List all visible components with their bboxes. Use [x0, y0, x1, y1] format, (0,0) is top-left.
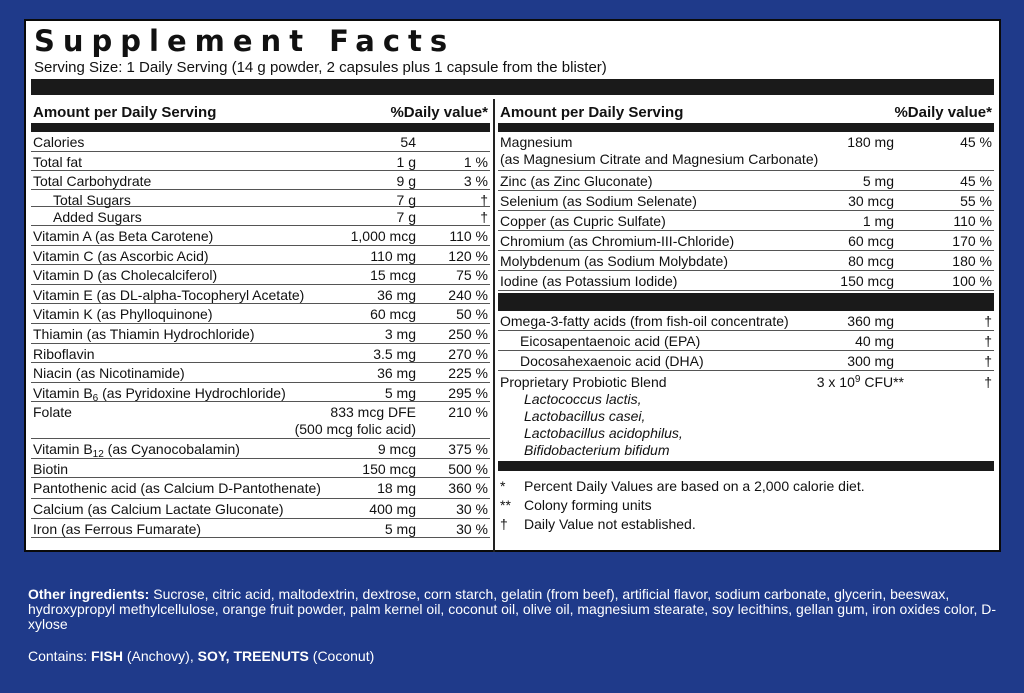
nutrient-amount: 18 mg [377, 480, 416, 496]
nutrient-amount: 150 mcg [362, 461, 416, 477]
nutrient-amount: 36 mg [377, 365, 416, 381]
nutrient-name: Calcium (as Calcium Lactate Gluconate) [33, 501, 284, 517]
nutrient-dv: 45 % [960, 173, 992, 189]
epa-amount: 40 mg [855, 333, 894, 349]
right-section-bar [498, 293, 994, 311]
nutrient-dv: 180 % [952, 253, 992, 269]
nutrient-row [31, 499, 490, 519]
allergen: TREENUTS [233, 648, 309, 664]
footnote-mark: * [500, 478, 506, 494]
probiotic-strain: Lactococcus lactis, [524, 391, 642, 407]
contains-label: Contains: [28, 648, 92, 664]
panel-title: Supplement Facts [34, 24, 456, 58]
dha-dv: † [984, 353, 992, 369]
nutrient-dv: 210 % [448, 404, 488, 420]
mineral-row [498, 191, 994, 211]
nutrient-amount: 3.5 mg [373, 346, 416, 362]
epa-dv: † [984, 333, 992, 349]
nutrient-dv: 500 % [448, 461, 488, 477]
nutrient-amount-detail: (500 mcg folic acid) [294, 421, 416, 437]
nutrient-dv: 250 % [448, 326, 488, 342]
nutrient-name: Vitamin E (as DL-alpha-Tocopheryl Acetate) [33, 287, 305, 303]
nutrient-row [31, 344, 490, 363]
nutrient-amount: 9 mcg [377, 441, 416, 457]
left-column [31, 99, 490, 538]
nutrient-name: Chromium (as Chromium-III-Chloride) [500, 233, 735, 249]
omega-name: Omega-3-fatty acids (from fish-oil concentrate) [500, 313, 789, 329]
nutrient-row [31, 265, 490, 285]
nutrient-dv: † [480, 209, 488, 225]
right-amount-header: Amount per Daily Serving [500, 104, 684, 121]
epa-row [498, 331, 994, 351]
footnote-text: Percent Daily Values are based on a 2,000 calorie diet. [524, 478, 865, 494]
dha-amount: 300 mg [847, 353, 894, 369]
nutrient-row [31, 152, 490, 171]
nutrient-dv: 1 % [463, 154, 488, 170]
supplement-facts-panel [24, 19, 1001, 552]
nutrient-amount: 9 g [396, 173, 416, 189]
allergen: SOY, [197, 648, 234, 664]
nutrient-row [31, 285, 490, 304]
allergen-detail: (Anchovy), [122, 648, 198, 664]
nutrient-name: Vitamin A (as Beta Carotene) [33, 228, 214, 244]
right-rows [498, 171, 994, 291]
nutrient-row [31, 304, 490, 324]
left-dv-header: %Daily value* [390, 104, 488, 121]
nutrient-amount: 110 mg [370, 248, 416, 264]
footnote-mark: ** [500, 497, 511, 513]
nutrient-name: Folate [33, 404, 72, 420]
nutrient-dv: 360 % [448, 480, 488, 496]
nutrient-name: Vitamin C (as Ascorbic Acid) [33, 248, 209, 264]
right-thick-bar [498, 123, 994, 132]
nutrient-dv: 120 % [448, 248, 488, 264]
nutrient-amount: 5 mg [384, 521, 416, 537]
nutrient-row [31, 324, 490, 344]
nutrient-amount: 400 mg [369, 501, 416, 517]
epa-name: Eicosapentaenoic acid (EPA) [520, 333, 701, 349]
nutrient-name: Total Sugars [53, 192, 131, 208]
nutrient-dv: 240 % [448, 287, 488, 303]
serving-size: Serving Size: 1 Daily Serving (14 g powder, 2 capsules plus 1 capsule from the blister) [34, 59, 607, 76]
nutrient-name: Biotin [33, 461, 69, 477]
nutrient-amount: 60 mcg [848, 233, 894, 249]
nutrient-dv: 295 % [448, 385, 488, 401]
probiotic-dv: † [984, 374, 992, 390]
nutrient-amount: 150 mcg [840, 273, 894, 289]
probiotic-strain: Bifidobacterium bifidum [524, 442, 670, 458]
nutrient-dv: 30 % [456, 521, 488, 537]
nutrient-name: Riboflavin [33, 346, 95, 362]
nutrient-dv: 170 % [952, 233, 992, 249]
other-ingredients-text: Sucrose, citric acid, maltodextrin, dextrose, corn starch, gelatin (from beef), artificial flavor, sodium carbonate, glycerin, beeswax, hydroxypropyl methylcellulose, orange fruit powder, palm kernel oil, coconut oil, olive oil, magnesium stearate, soy lecithins, gellan gum, iron oxides color, D-xylose [28, 586, 997, 632]
nutrient-dv: 30 % [456, 501, 488, 517]
nutrient-name: Thiamin (as Thiamin Hydrochloride) [33, 326, 255, 342]
omega-row [498, 311, 994, 331]
nutrient-row [31, 519, 490, 538]
nutrient-name: Added Sugars [53, 209, 142, 225]
nutrient-name: Vitamin $B_6$ (as Pyridoxine Hydrochloride) [33, 385, 286, 404]
nutrient-name: Total fat [33, 154, 83, 170]
allergen-statement [28, 648, 374, 664]
probiotic-row [498, 371, 994, 461]
omega-dv: † [984, 313, 992, 329]
nutrient-row [31, 383, 490, 402]
header-bar [31, 79, 994, 95]
left-rows [31, 132, 490, 538]
nutrient-name: Vitamin $B_{12}$ (as Cyanocobalamin) [33, 441, 240, 460]
right-column [498, 99, 994, 535]
nutrient-dv: 100 % [952, 273, 992, 289]
allergen-detail: (Coconut) [308, 648, 375, 664]
nutrient-dv: 375 % [448, 441, 488, 457]
column-divider [493, 99, 495, 552]
left-column-header [31, 99, 490, 123]
nutrient-row [31, 226, 490, 246]
nutrient-name: Pantothenic acid (as Calcium D-Pantothenate) [33, 480, 321, 496]
probiotic-strain: Lactobacillus casei, [524, 408, 646, 424]
dha-name: Docosahexaenoic acid (DHA) [520, 353, 704, 369]
nutrient-dv: 3 % [463, 173, 488, 189]
nutrient-row [31, 246, 490, 265]
nutrient-amount: 180 mg [847, 134, 894, 150]
footnote-mark: † [500, 516, 508, 532]
mineral-row [498, 211, 994, 231]
nutrient-dv: 110 % [953, 213, 992, 229]
nutrient-row [31, 478, 490, 499]
right-column-header [498, 99, 994, 123]
nutrient-name: Selenium (as Sodium Selenate) [500, 193, 697, 209]
nutrient-name: Copper (as Cupric Sulfate) [500, 213, 666, 229]
nutrient-dv: 50 % [456, 306, 488, 322]
nutrient-amount: 833 mcg DFE [330, 404, 416, 420]
mineral-row [498, 231, 994, 251]
nutrient-amount: 30 mcg [848, 193, 894, 209]
nutrient-row [31, 439, 490, 459]
right-dv-header: %Daily value* [894, 104, 992, 121]
nutrient-amount: 7 g [396, 192, 416, 208]
nutrient-amount: 80 mcg [848, 253, 894, 269]
nutrient-amount: 36 mg [377, 287, 416, 303]
mineral-row [498, 251, 994, 271]
right-footnote-bar [498, 461, 994, 471]
nutrient-row [31, 207, 490, 226]
nutrient-amount: 1 mg [862, 213, 894, 229]
probiotic-name: Proprietary Probiotic Blend [500, 374, 667, 390]
nutrient-name: Iron (as Ferrous Fumarate) [33, 521, 202, 537]
nutrient-row [31, 132, 490, 152]
nutrient-amount: 54 [400, 134, 416, 150]
footnote-row [498, 497, 994, 516]
nutrient-row [31, 363, 490, 383]
nutrient-name: Total Carbohydrate [33, 173, 152, 189]
other-ingredients [28, 587, 1008, 632]
probiotic-amount: 3 x $10^9$ CFU** [816, 374, 904, 390]
allergen: FISH [91, 648, 123, 664]
left-amount-header: Amount per Daily Serving [33, 104, 217, 121]
mineral-row [498, 271, 994, 291]
nutrient-amount: 5 mg [384, 385, 416, 401]
omega-amount: 360 mg [847, 313, 894, 329]
nutrient-dv: 110 % [449, 228, 488, 244]
footnote-text: Colony forming units [524, 497, 652, 513]
nutrient-dv: 225 % [448, 365, 488, 381]
nutrient-name: Zinc (as Zinc Gluconate) [500, 173, 653, 189]
nutrient-dv: 55 % [960, 193, 992, 209]
footnote-text: Daily Value not established. [524, 516, 696, 532]
nutrient-name: Iodine (as Potassium Iodide) [500, 273, 678, 289]
footnote-row [498, 478, 994, 497]
nutrient-row [31, 402, 490, 439]
nutrient-amount: 1,000 mcg [350, 228, 416, 244]
nutrient-name: Vitamin K (as Phylloquinone) [33, 306, 213, 322]
left-thick-bar [31, 123, 490, 132]
nutrient-name-detail: (as Magnesium Citrate and Magnesium Carbonate) [500, 151, 819, 167]
nutrient-amount: 3 mg [384, 326, 416, 342]
nutrient-amount: 15 mcg [370, 267, 416, 283]
nutrient-amount: 60 mcg [370, 306, 416, 322]
nutrient-amount: 5 mg [862, 173, 894, 189]
probiotic-strain: Lactobacillus acidophilus, [524, 425, 683, 441]
nutrient-dv: 45 % [960, 134, 992, 150]
nutrient-name: Molybdenum (as Sodium Molybdate) [500, 253, 728, 269]
other-ingredients-label: Other ingredients: [28, 586, 150, 602]
nutrient-name: Magnesium [500, 134, 573, 150]
nutrient-dv: 75 % [456, 267, 488, 283]
nutrient-dv: 270 % [448, 346, 488, 362]
nutrient-amount: 7 g [396, 209, 416, 225]
nutrient-row [31, 459, 490, 478]
nutrient-row [31, 171, 490, 190]
footnote-row [498, 516, 994, 535]
nutrient-name: Vitamin D (as Cholecalciferol) [33, 267, 218, 283]
mineral-row-magnesium [498, 132, 994, 171]
nutrient-amount: 1 g [396, 154, 416, 170]
mineral-row [498, 171, 994, 191]
nutrient-row [31, 190, 490, 207]
nutrient-dv: † [480, 192, 488, 208]
dha-row [498, 351, 994, 371]
nutrient-name: Niacin (as Nicotinamide) [33, 365, 185, 381]
nutrient-name: Calories [33, 134, 85, 150]
